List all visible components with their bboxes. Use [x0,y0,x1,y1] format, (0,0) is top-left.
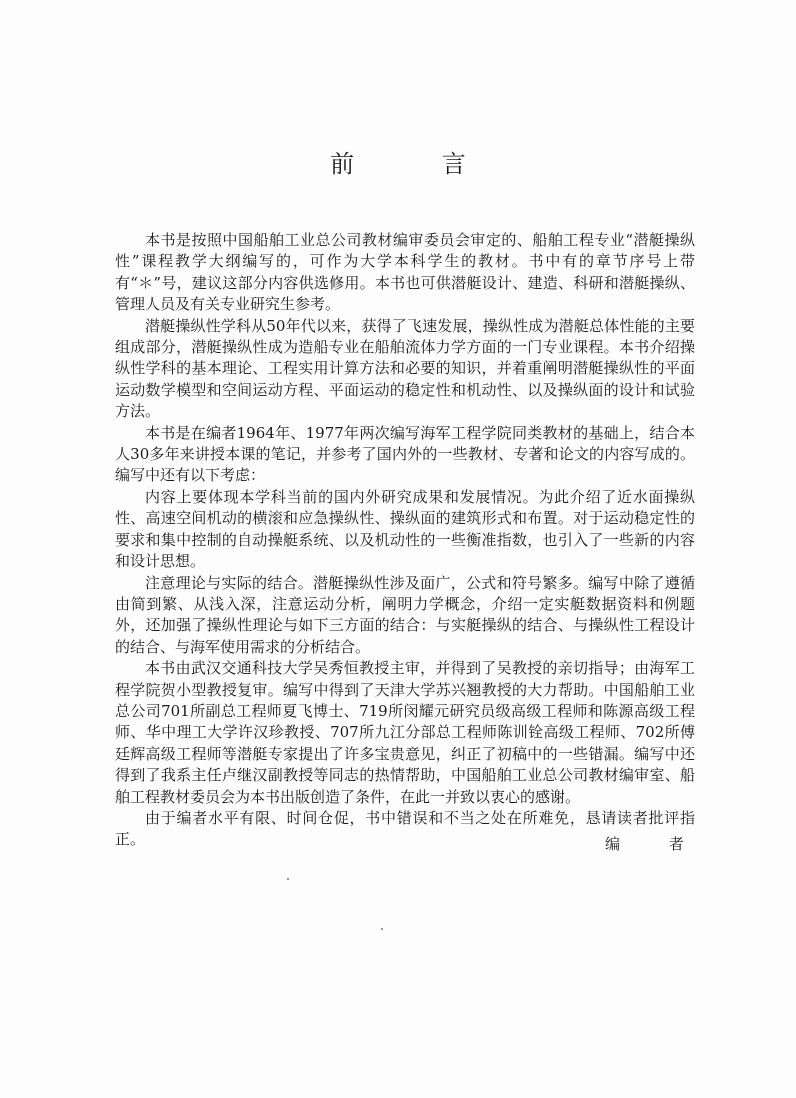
paragraph-intro: 本书是按照中国船舶工业总公司教材编审委员会审定的、船舶工程专业“潜艇操纵性”课程教学大纲编写的，可作为大学本科学生的教材。书中有的章节序号上带有“＊”号，建议这部分内容供选修用。本书也可供潜艇设计、建造、科研和潜艇操纵、管理人员及有关专业研究生参考。 [115,231,695,314]
paragraph-discipline: 潜艇操纵性学科从50年代以来，获得了飞速发展，操纵性成为潜艇总体性能的主要组成部分，潜艇操纵性成为造船专业在船舶流体力学方面的一门专业课程。本书介绍操纵性学科的基本理论、工程实用计算方法和必要的知识，并着重阐明潜艇操纵性的平面运动数学模型和空间运动方程、平面运动的稳定性和机动性、以及操纵面的设计和试验方法。 [115,316,695,421]
scan-speck [287,878,289,880]
page-title: 前 言 [330,150,506,178]
preface-body [115,230,695,851]
paragraph-theory-practice: 注意理论与实际的结合。潜艇操纵性涉及面广，公式和符号繁多。编写中除了遵循由简到繁、从浅入深，注意运动分析，阐明力学概念，介绍一定实艇数据资料和例题外，还加强了操纵性理论与如下三方面的结合：与实艇操纵的结合、与操纵性工程设计的结合、与海军使用需求的分析结合。 [115,573,695,656]
scan-speck [381,928,383,930]
paragraph-acknowledgements: 本书由武汉交通科技大学吴秀恒教授主审，并得到了吴教授的亲切指导；由海军工程学院贺小型教授复审。编写中得到了天津大学苏兴翘教授的大力帮助。中国船舶工业总公司701所副总工程师夏飞博士、719所闵耀元研究员级高级工程师和陈源高级工程师、华中理工大学许汉珍教授、707所九江分部总工程师陈训铨高级工程师、702所傅廷辉高级工程师等潜艇专家提出了许多宝贵意见，纠正了初稿中的一些错漏。编写中还得到了我系主任卢继汉副教授等同志的热情帮助，中国船舶工业总公司教材编审室、船舶工程教材委员会为本书出版创造了条件，在此一并致以衷心的感谢。 [115,659,695,806]
paragraph-content: 内容上要体现本学科当前的国内外研究成果和发展情况。为此介绍了近水面操纵性、高速空间机动的横滚和应急操纵性、操纵面的建筑形式和布置。对于运动稳定性的要求和集中控制的自动操艇系统、以及机动性的一些衡准指数，也引入了一些新的内容和设计思想。 [115,487,695,571]
author-signature: 编 者 [605,835,706,853]
paragraph-basis: 本书是在编者1964年、1977年两次编写海军工程学院同类教材的基础上，结合本人30多年来讲授本课的笔记，并参考了国内外的一些教材、专著和论文的内容写成的。编写中还有以下考虑： [115,423,695,485]
paragraph-closing: 由于编者水平有限、时间仓促，书中错误和不当之处在所难免，恳请读者批评指正。 [115,808,695,849]
